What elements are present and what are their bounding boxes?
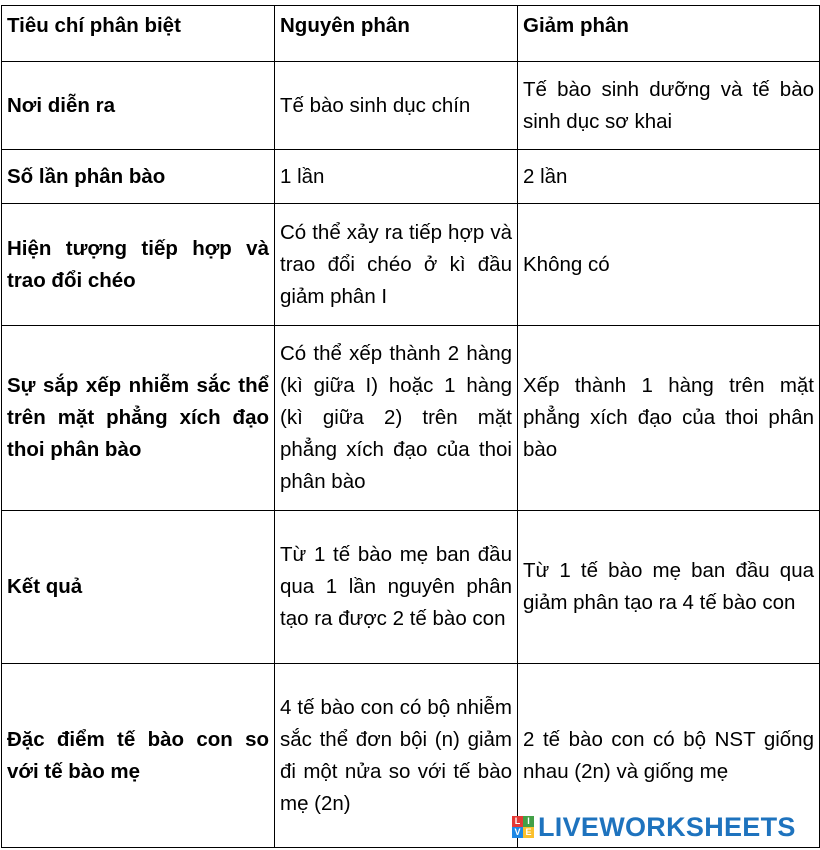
mitosis-cell: Từ 1 tế bào mẹ ban đầu qua 1 lần nguyên phân tạo ra được 2 tế bào con xyxy=(275,511,518,664)
mitosis-cell: 4 tế bào con có bộ nhiễm sắc thể đơn bội (n) giảm đi một nửa so với tế bào mẹ (2n) xyxy=(275,664,518,848)
table-row xyxy=(2,204,820,326)
mitosis-cell: Có thể xếp thành 2 hàng (kì giữa I) hoặc 1 hàng (kì giữa 2) trên mặt phẳng xích đạo của thoi phân bào xyxy=(275,326,518,511)
mitosis-cell: Tế bào sinh dục chín xyxy=(275,62,518,150)
mitosis-cell: Có thể xảy ra tiếp hợp và trao đổi chéo ở kì đầu giảm phân I xyxy=(275,204,518,326)
logo-letter-e: E xyxy=(523,827,534,838)
meiosis-cell: 2 tế bào con có bộ NST giống nhau (2n) và giống mẹ xyxy=(518,664,820,848)
logo-letter-l: L xyxy=(512,816,523,827)
table-row xyxy=(2,150,820,204)
meiosis-cell: Tế bào sinh dưỡng và tế bào sinh dục sơ khai xyxy=(518,62,820,150)
table-header-row xyxy=(2,6,820,62)
table-row xyxy=(2,326,820,511)
liveworksheets-logo-text: LIVEWORKSHEETS xyxy=(538,811,796,842)
liveworksheets-logo-icon xyxy=(512,816,534,838)
criterion-cell: Nơi diễn ra xyxy=(2,62,275,150)
mitosis-cell: 1 lần xyxy=(275,150,518,204)
header-meiosis: Giảm phân xyxy=(518,6,820,62)
comparison-table xyxy=(1,5,820,848)
criterion-cell: Hiện tượng tiếp hợp và trao đổi chéo xyxy=(2,204,275,326)
meiosis-cell: 2 lần xyxy=(518,150,820,204)
liveworksheets-logo xyxy=(512,812,796,842)
meiosis-cell: Từ 1 tế bào mẹ ban đầu qua giảm phân tạo ra 4 tế bào con xyxy=(518,511,820,664)
header-criterion: Tiêu chí phân biệt xyxy=(2,6,275,62)
table-row xyxy=(2,511,820,664)
table-row xyxy=(2,62,820,150)
meiosis-cell: Không có xyxy=(518,204,820,326)
meiosis-cell: Xếp thành 1 hàng trên mặt phẳng xích đạo của thoi phân bào xyxy=(518,326,820,511)
logo-letter-v: V xyxy=(512,827,523,838)
criterion-cell: Đặc điểm tế bào con so với tế bào mẹ xyxy=(2,664,275,848)
criterion-cell: Số lần phân bào xyxy=(2,150,275,204)
logo-letter-i: I xyxy=(523,816,534,827)
header-mitosis: Nguyên phân xyxy=(275,6,518,62)
criterion-cell: Sự sắp xếp nhiễm sắc thể trên mặt phẳng xích đạo thoi phân bào xyxy=(2,326,275,511)
criterion-cell: Kết quả xyxy=(2,511,275,664)
